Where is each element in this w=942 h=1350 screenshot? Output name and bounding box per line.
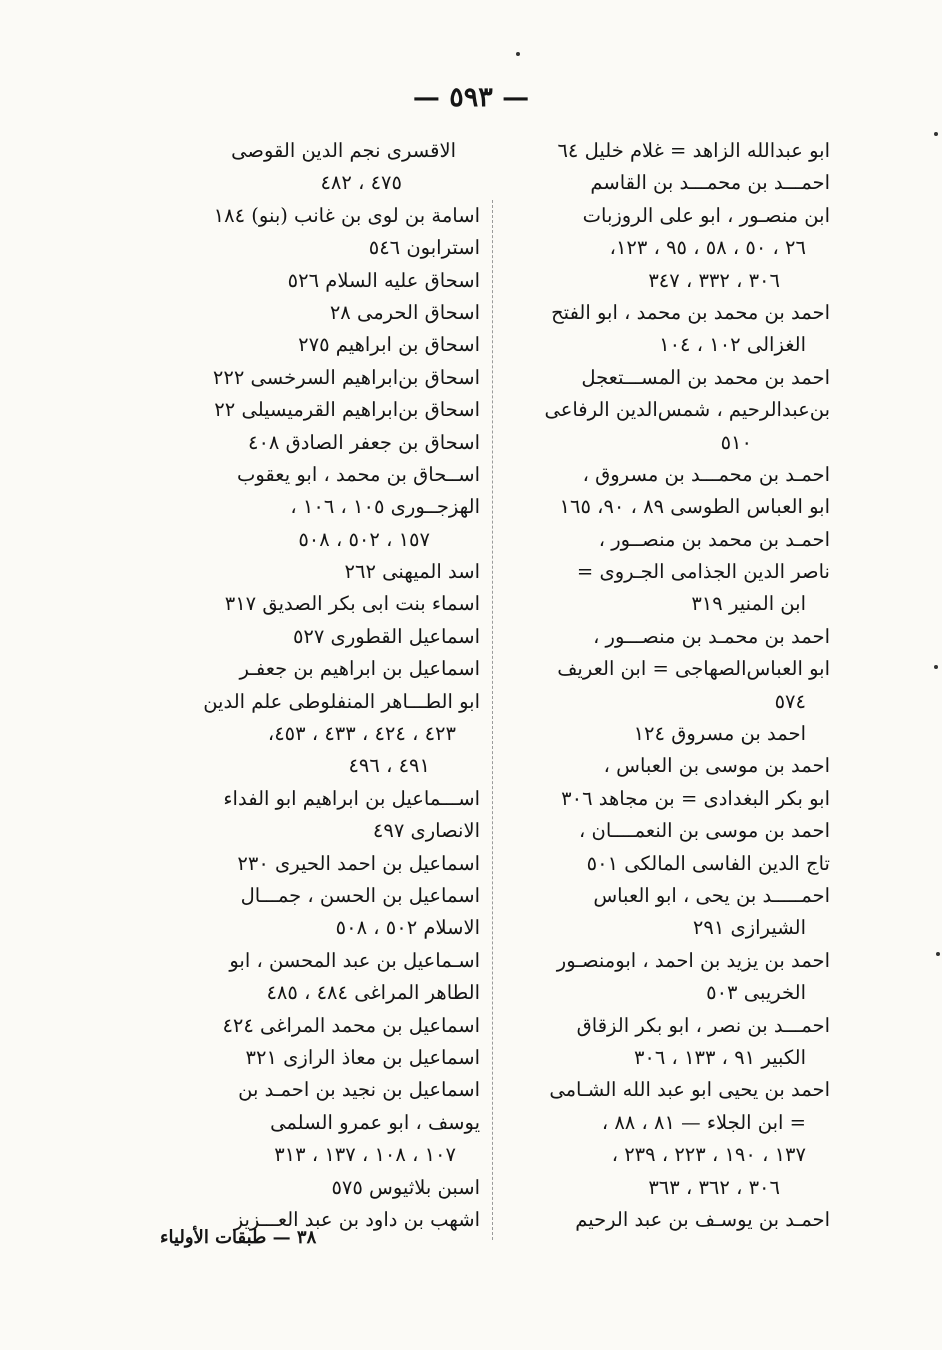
index-entry-line: ابو بكر البغدادى = بن مجاهد ٣٠٦: [561, 786, 830, 810]
index-entry-line: ١٥٧ ، ٥٠٢ ، ٥٠٨: [298, 527, 430, 551]
index-entry-line: ابو الطـــاهر المنفلوطى علم الدين: [203, 689, 480, 713]
index-entry-line: احمد بن محمد بن المســـتعجل: [581, 365, 830, 389]
index-entry-line: الهزجــورى ١٠٥ ، ١٠٦ ،: [290, 495, 480, 519]
index-entry-line: ابو العباس الطوسى ٨٩ ، ٩٠، ١٦٥: [559, 495, 830, 519]
index-entry-line: اسماعيل بن نجيد بن احمـد بن: [238, 1078, 480, 1102]
index-entry-line: اسماعيل بن محمد المراغى ٤٢٤: [222, 1013, 480, 1037]
index-entry-line: اسد الميهنى ٢٦٢: [344, 560, 480, 584]
index-entry-line: احمـــد بن نصر ، ابو بكر الزقاق: [576, 1013, 830, 1037]
index-entry-line: اسحاق الحرمى ٢٨: [329, 300, 480, 324]
index-entry-line: ٥٧٤: [774, 689, 806, 713]
index-column-left: [150, 135, 480, 1236]
index-entry-line: ٥١٠: [720, 430, 752, 454]
index-entry-line: ٢٦ ، ٥٠ ، ٥٨ ، ٩٥ ، ١٢٣،: [609, 236, 806, 260]
index-entry-line: اسبن بلاثيوس ٥٧٥: [331, 1175, 480, 1199]
index-entry-line: ١٠٧ ، ١٠٨ ، ١٣٧ ، ٣١٣: [274, 1143, 456, 1167]
index-entry-line: احمـــــد بن يحى ، ابو العباس: [593, 883, 830, 907]
index-entry-line: احمد بن محمد بن محمد ، ابو الفتح: [551, 300, 830, 324]
column-divider: [492, 200, 493, 1240]
index-entry-line: اسـماعيل بن عبد المحسن ، ابو: [229, 948, 480, 972]
index-entry-line: اسحاق بن‌ابراهيم السرخسى ٢٢٢: [212, 365, 480, 389]
scan-speck: [936, 952, 940, 956]
index-entry-line: الغزالى ١٠٢ ، ١٠٤: [659, 333, 806, 357]
index-entry-line: الكبير ٩١ ، ١٣٣ ، ٣٠٦: [633, 1045, 806, 1069]
index-entry-line: ناصر الدين الجذامى الجـروى =: [576, 560, 830, 584]
index-entry-line: الاسلام ٥٠٢ ، ٥٠٨: [335, 916, 480, 940]
index-entry-line: اســحاق بن محمد ، ابو يعقوب: [237, 462, 480, 486]
index-entry-line: اســـماعيل بن ابراهيم ابو الفداء: [223, 786, 480, 810]
index-entry-line: ٤٢٣ ، ٤٢٤ ، ٤٣٣ ، ٤٥٣،: [267, 722, 456, 746]
index-entry-line: اسحاق عليه السلام ٥٢٦: [287, 268, 480, 292]
index-entry-line: الانصارى ٤٩٧: [372, 819, 480, 843]
index-entry-line: اسحاق بن‌ابراهيم القرميسيلى ٢٢: [214, 398, 480, 422]
index-entry-line: ابو عبدالله الزاهد = غلام خليل ٦٤: [557, 139, 830, 162]
index-entry-line: = ابن الجلاء — ٨١ ، ٨٨ ،: [601, 1110, 806, 1134]
index-entry-line: بن‌عبدالرحيم ، شمس‌الدين الرفاعى: [544, 398, 830, 422]
index-entry-line: الخريبى ٥٠٣: [706, 981, 806, 1005]
index-entry-line: ابن المنير ٣١٩: [691, 592, 806, 616]
index-entry-line: اسماعيل بن الحسن ، جمـــال: [240, 883, 480, 907]
index-entry-line: ١٣٧ ، ١٩٠ ، ٢٢٣ ، ٢٣٩ ،: [611, 1143, 806, 1167]
index-entry-line: احمـد بن محمـــد بن مسروق ،: [582, 462, 830, 486]
index-entry-line: احمـد بن محمد بن منصــور ،: [598, 527, 830, 551]
index-entry-line: اسحاق بن جعفر الصادق ٤٠٨: [247, 430, 480, 454]
index-entry-line: احمد بن مسروق ١٢٤: [633, 722, 806, 746]
index-entry-line: احمد بن يحيى ابو عبد الله الشـامى: [549, 1078, 830, 1102]
index-entry-line: اسحاق بن ابراهيم ٢٧٥: [298, 333, 480, 357]
index-entry-line: اسماعيل بن ابراهيم بن جعفـر: [239, 657, 480, 681]
index-entry-line: الاقسرى نجم الدين القوصى: [231, 139, 456, 162]
page-number: — ٥٩٣ —: [412, 82, 530, 113]
scan-speck: [934, 665, 938, 669]
index-entry-line: ٤٧٥ ، ٤٨٢: [320, 171, 402, 195]
index-entry-line: اسماعيل القطورى ٥٢٧: [292, 624, 480, 648]
index-entry-line: اسماء بنت ابى بكر الصديق ٣١٧: [224, 592, 480, 616]
index-entry-line: يوسف ، ابو عمرو السلمى: [270, 1110, 480, 1134]
index-entry-line: الشيرازى ٢٩١: [692, 916, 806, 940]
index-entry-line: تاج الدين الفاسى المالكى ٥٠١: [586, 851, 830, 875]
index-entry-line: ٤٩١ ، ٤٩٦: [348, 754, 430, 778]
index-entry-line: احمـد بن يوسـف بن عبد الرحيم: [575, 1207, 830, 1231]
index-entry-line: ابن منصـور ، ابو على الروزبات: [582, 203, 830, 227]
index-entry-line: احمد بن موسى بن العباس ،: [603, 754, 830, 778]
footer-signature: ٣٨ — طبقات الأولياء: [160, 1227, 317, 1248]
scan-speck: [934, 132, 938, 136]
index-entry-line: الطاهر المراغى ٤٨٤ ، ٤٨٥: [266, 981, 480, 1005]
index-entry-line: استرابون ٥٤٦: [368, 236, 480, 260]
index-entry-line: احمـــد بن محمـــد بن القاسم: [590, 171, 830, 195]
index-column-right: [505, 135, 830, 1236]
index-entry-line: ٣٠٦ ، ٣٦٢ ، ٣٦٣: [648, 1175, 780, 1199]
index-entry-line: ابو العباس‌الصهاجى = ابن العريف: [557, 657, 830, 681]
index-entry-line: اسامة بن لوى بن غانب (بنو) ١٨٤: [213, 203, 480, 227]
index-entry-line: اشهب بن داود بن عبد العـــزيز: [233, 1207, 480, 1231]
index-entry-line: احمد بن موسى بن النعمــــان ،: [579, 819, 830, 843]
index-entry-line: ٣٠٦ ، ٣٣٢ ، ٣٤٧: [648, 268, 780, 292]
index-entry-line: احمد بن محمـد بن منصـــور ،: [593, 624, 830, 648]
index-entry-line: اسماعيل بن معاذ الرازى ٣٢١: [245, 1045, 480, 1069]
index-entry-line: احمد بن يزيد بن احمد ، ابومنصـور: [556, 948, 830, 972]
index-entry-line: اسماعيل بن احمد الحيرى ٢٣٠: [237, 851, 480, 875]
scan-speck: [516, 52, 520, 56]
